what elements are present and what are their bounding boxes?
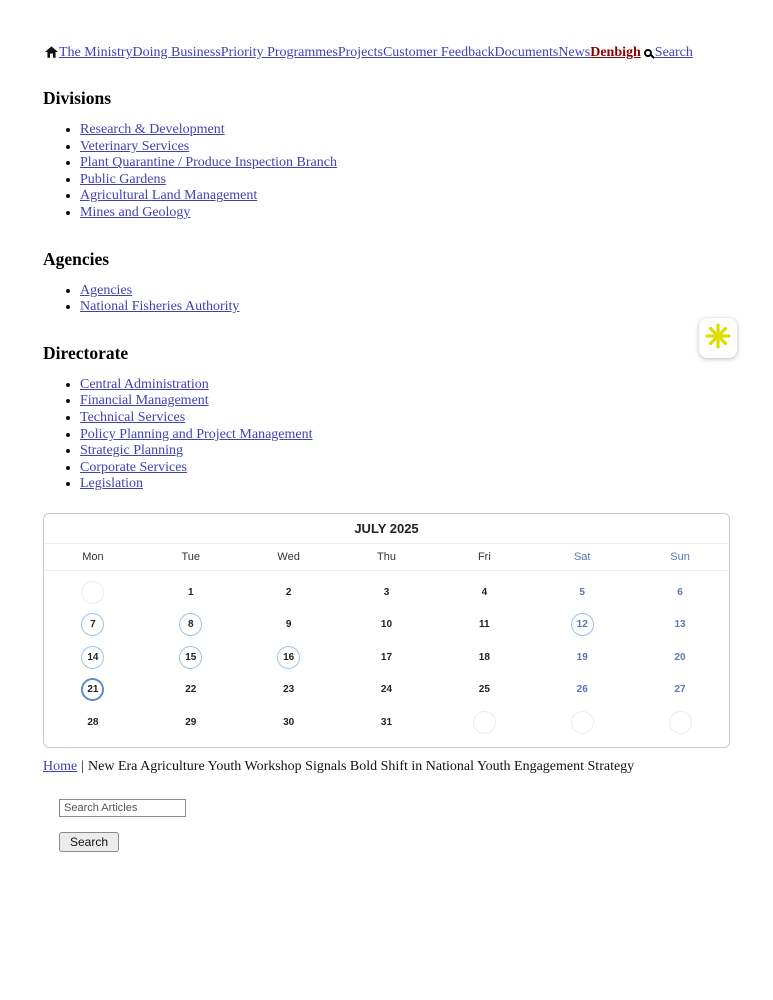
calendar-day-24[interactable]: 24 bbox=[380, 684, 393, 696]
calendar-cell bbox=[142, 609, 240, 642]
calendar-day-18[interactable]: 18 bbox=[478, 651, 490, 663]
calendar-title: JULY 2025 bbox=[44, 514, 729, 544]
floating-accessibility-widget[interactable] bbox=[699, 318, 737, 358]
calendar-day-header-wed: Wed bbox=[277, 551, 300, 563]
link-agencies[interactable]: Agencies bbox=[80, 282, 133, 298]
section-list-agencies bbox=[43, 283, 730, 316]
search-button[interactable]: Search bbox=[59, 832, 119, 852]
list-item bbox=[80, 205, 730, 222]
calendar-day-empty bbox=[81, 581, 104, 604]
link-agricultural-land-management[interactable]: Agricultural Land Management bbox=[80, 188, 258, 204]
search-articles-input[interactable] bbox=[59, 799, 186, 817]
nav-link-denbigh[interactable]: Denbigh bbox=[590, 45, 641, 60]
calendar-day-1[interactable]: 1 bbox=[187, 586, 194, 598]
calendar-cell bbox=[240, 576, 338, 609]
calendar-day-14[interactable]: 14 bbox=[81, 646, 104, 669]
calendar-cell bbox=[240, 706, 338, 739]
nav-link-doing-business[interactable]: Doing Business bbox=[132, 45, 221, 60]
calendar-cell bbox=[44, 706, 142, 739]
calendar-day-13[interactable]: 13 bbox=[674, 619, 686, 631]
calendar-day-26[interactable]: 26 bbox=[576, 684, 588, 696]
calendar-day-31[interactable]: 31 bbox=[380, 716, 393, 728]
calendar-day-30[interactable]: 30 bbox=[283, 716, 295, 728]
calendar-cell bbox=[338, 576, 436, 609]
calendar-day-3[interactable]: 3 bbox=[383, 586, 390, 598]
asterisk-icon bbox=[705, 323, 731, 354]
calendar-day-header-sun: Sun bbox=[670, 551, 690, 563]
calendar-day-header-mon: Mon bbox=[82, 551, 104, 563]
calendar-cell bbox=[44, 609, 142, 642]
calendar-cell bbox=[631, 609, 729, 642]
calendar-day-header-tue: Tue bbox=[181, 551, 201, 563]
calendar-day-17[interactable]: 17 bbox=[380, 651, 393, 663]
calendar-cell bbox=[142, 576, 240, 609]
calendar-cell bbox=[435, 641, 533, 674]
calendar-day-29[interactable]: 29 bbox=[185, 716, 197, 728]
link-plant-quarantine-produce-inspection-branch[interactable]: Plant Quarantine / Produce Inspection Branch bbox=[80, 155, 337, 171]
list-item bbox=[80, 283, 730, 300]
list-item bbox=[80, 139, 730, 156]
link-research-development[interactable]: Research & Development bbox=[80, 122, 225, 138]
calendar-day-empty bbox=[473, 711, 496, 734]
list-item bbox=[80, 410, 730, 427]
calendar-cell bbox=[142, 641, 240, 674]
calendar-cell bbox=[338, 641, 436, 674]
calendar-cell bbox=[435, 576, 533, 609]
calendar-cell bbox=[533, 609, 631, 642]
calendar-day-7[interactable]: 7 bbox=[81, 613, 104, 636]
calendar-day-header-fri: Fri bbox=[477, 551, 491, 563]
nav-link-projects[interactable]: Projects bbox=[337, 45, 383, 60]
calendar-day-15[interactable]: 15 bbox=[179, 646, 202, 669]
section-list-directorate bbox=[43, 377, 730, 493]
calendar-cell bbox=[533, 576, 631, 609]
calendar-cell bbox=[44, 576, 142, 609]
calendar-day-5[interactable]: 5 bbox=[579, 586, 585, 598]
link-policy-planning-and-project-management[interactable]: Policy Planning and Project Management bbox=[80, 426, 313, 442]
calendar-cell bbox=[435, 609, 533, 642]
calendar-cell bbox=[631, 706, 729, 739]
calendar-day-4[interactable]: 4 bbox=[481, 586, 488, 598]
nav-link-the-ministry[interactable]: The Ministry bbox=[59, 45, 133, 60]
calendar-cell bbox=[338, 674, 436, 707]
article-search bbox=[59, 798, 730, 852]
list-item bbox=[80, 427, 730, 444]
calendar-day-6[interactable]: 6 bbox=[677, 586, 683, 598]
link-financial-management[interactable]: Financial Management bbox=[80, 393, 209, 409]
main-content bbox=[0, 88, 773, 851]
calendar-cell bbox=[142, 706, 240, 739]
list-item bbox=[80, 393, 730, 410]
calendar-cell bbox=[631, 576, 729, 609]
calendar-day-2[interactable]: 2 bbox=[285, 586, 292, 598]
link-legislation[interactable]: Legislation bbox=[80, 476, 143, 492]
calendar-cell bbox=[338, 706, 436, 739]
calendar-day-empty bbox=[669, 711, 692, 734]
link-technical-services[interactable]: Technical Services bbox=[80, 410, 186, 426]
calendar-day-25[interactable]: 25 bbox=[478, 684, 490, 696]
calendar-day-10[interactable]: 10 bbox=[380, 619, 393, 631]
nav-link-priority-programmes[interactable]: Priority Programmes bbox=[220, 45, 338, 60]
breadcrumb-home-link[interactable]: Home bbox=[43, 758, 78, 774]
calendar-cell bbox=[142, 674, 240, 707]
calendar-cell bbox=[533, 706, 631, 739]
link-national-fisheries-authority[interactable]: National Fisheries Authority bbox=[80, 299, 240, 315]
calendar-day-23[interactable]: 23 bbox=[283, 684, 295, 696]
calendar-grid bbox=[44, 571, 729, 747]
list-item bbox=[80, 172, 730, 189]
calendar-cell bbox=[44, 641, 142, 674]
calendar-day-22[interactable]: 22 bbox=[185, 684, 197, 696]
calendar-cell bbox=[533, 641, 631, 674]
calendar-day-headers bbox=[44, 544, 729, 571]
link-veterinary-services[interactable]: Veterinary Services bbox=[80, 138, 190, 154]
calendar-day-21[interactable]: 21 bbox=[81, 678, 104, 701]
nav-home-link[interactable] bbox=[45, 45, 58, 60]
link-public-gardens[interactable]: Public Gardens bbox=[80, 171, 166, 187]
calendar-day-11[interactable]: 11 bbox=[479, 619, 490, 631]
link-corporate-services[interactable]: Corporate Services bbox=[80, 459, 187, 475]
nav-link-news[interactable]: News bbox=[558, 45, 591, 60]
nav-link-search[interactable]: Search bbox=[654, 45, 693, 60]
calendar-day-27[interactable]: 27 bbox=[674, 684, 686, 696]
nav-link-customer-feedback[interactable]: Customer Feedback bbox=[382, 45, 495, 60]
section-heading-directorate: Directorate bbox=[43, 342, 129, 363]
list-item bbox=[80, 460, 730, 477]
calendar-cell bbox=[435, 674, 533, 707]
calendar-cell bbox=[338, 609, 436, 642]
calendar-day-empty bbox=[571, 711, 594, 734]
breadcrumb-separator: | bbox=[81, 758, 85, 774]
calendar-day-header-thu: Thu bbox=[377, 551, 396, 563]
list-item bbox=[80, 377, 730, 394]
list-item bbox=[80, 122, 730, 139]
list-item bbox=[80, 299, 730, 316]
calendar-day-20[interactable]: 20 bbox=[674, 651, 686, 663]
link-mines-and-geology[interactable]: Mines and Geology bbox=[80, 205, 191, 221]
home-icon bbox=[45, 46, 58, 58]
search-icon bbox=[644, 49, 652, 57]
calendar-cell bbox=[44, 674, 142, 707]
calendar-cell bbox=[631, 641, 729, 674]
calendar-day-8[interactable]: 8 bbox=[179, 613, 202, 636]
link-strategic-planning[interactable]: Strategic Planning bbox=[80, 443, 184, 459]
calendar-day-9[interactable]: 9 bbox=[285, 619, 292, 631]
section-heading-divisions: Divisions bbox=[43, 88, 112, 109]
calendar-cell bbox=[435, 706, 533, 739]
calendar-cell bbox=[240, 674, 338, 707]
events-calendar bbox=[43, 513, 730, 748]
link-central-administration[interactable]: Central Administration bbox=[80, 376, 209, 392]
section-list-divisions bbox=[43, 122, 730, 222]
list-item bbox=[80, 443, 730, 460]
list-item bbox=[80, 188, 730, 205]
calendar-day-12[interactable]: 12 bbox=[571, 613, 594, 636]
calendar-cell bbox=[240, 609, 338, 642]
list-item bbox=[80, 476, 730, 493]
breadcrumb bbox=[43, 759, 730, 775]
article-title: New Era Agriculture Youth Workshop Signals Bold Shift in National Youth Engagement Strategy bbox=[88, 758, 635, 774]
calendar-cell bbox=[533, 674, 631, 707]
sections-area bbox=[43, 88, 730, 493]
top-nav bbox=[0, 0, 773, 61]
calendar-day-28[interactable]: 28 bbox=[87, 716, 99, 728]
calendar-day-16[interactable]: 16 bbox=[277, 646, 300, 669]
calendar-cell bbox=[631, 674, 729, 707]
calendar-cell bbox=[240, 641, 338, 674]
section-heading-agencies: Agencies bbox=[43, 248, 110, 269]
nav-link-documents[interactable]: Documents bbox=[494, 45, 559, 60]
calendar-day-19[interactable]: 19 bbox=[576, 651, 588, 663]
list-item bbox=[80, 155, 730, 172]
calendar-day-header-sat: Sat bbox=[573, 551, 591, 563]
